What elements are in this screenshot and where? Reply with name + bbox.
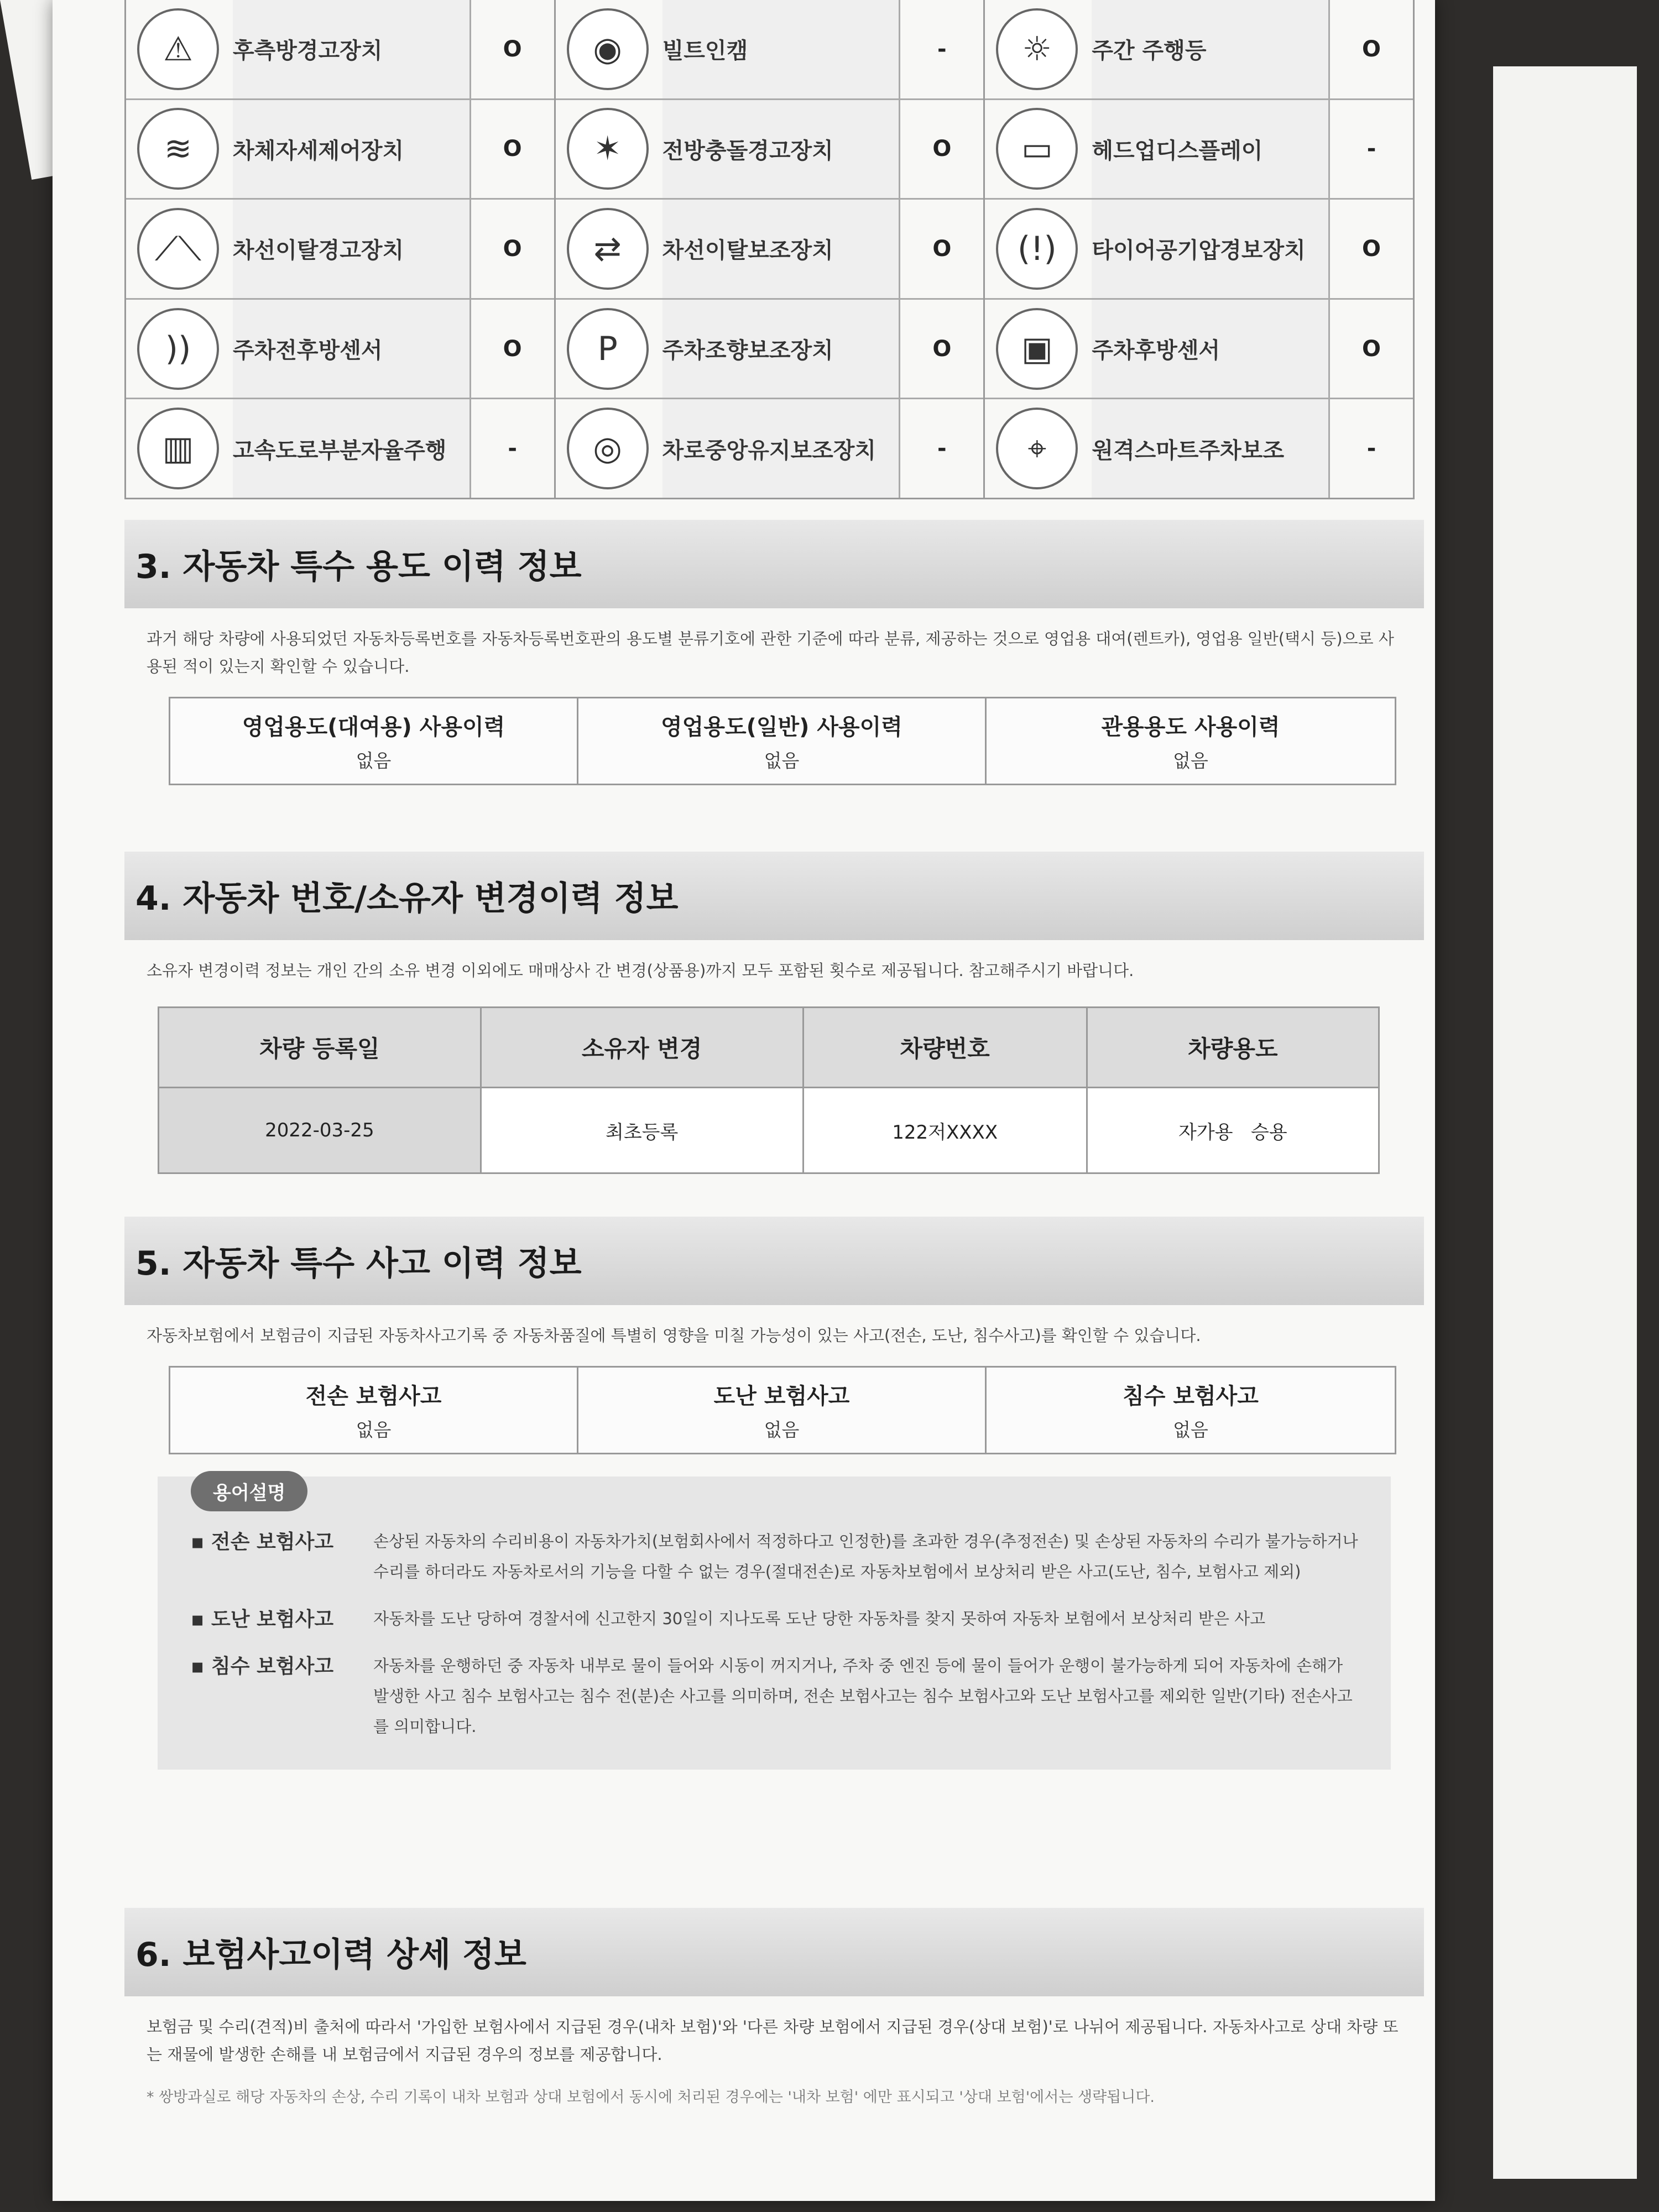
option-row xyxy=(985,398,1413,498)
glossary-definition: 손상된 자동차의 수리비용이 자동차가치(보험회사에서 적정하다고 인정한)를 초과한 경우(추정전손) 및 손상된 자동차의 수리가 불가능하거나 수리를 하더라도 자동차로서의 기능을 다할 수 없는 경우(절대전손)로 자동차보험에서 보상처리 받은 사고(도난, 침수, 보험사고 제외) xyxy=(373,1532,1358,1581)
section-title: 6. 보험사고이력 상세 정보 xyxy=(124,1908,1424,1996)
section-insurance-detail xyxy=(124,1908,1424,2106)
daytime-running-light-icon: ☼ xyxy=(996,8,1078,90)
section-special-use xyxy=(124,520,1424,785)
section-owner-history xyxy=(124,852,1424,1174)
dashcam-icon: ◉ xyxy=(567,8,649,90)
cell-title: 영업용도(일반) 사용이력 xyxy=(661,714,902,740)
option-value: O xyxy=(469,100,554,199)
option-row xyxy=(985,98,1413,199)
option-value: - xyxy=(469,399,554,498)
option-row xyxy=(985,0,1413,98)
section-title: 4. 자동차 번호/소유자 변경이력 정보 xyxy=(124,852,1424,940)
option-value: - xyxy=(1328,100,1413,199)
cell-value: 없음 xyxy=(356,1419,392,1441)
section-title: 5. 자동차 특수 사고 이력 정보 xyxy=(124,1217,1424,1305)
forward-collision-icon: ✶ xyxy=(567,108,649,190)
cell-title: 관용용도 사용이력 xyxy=(1101,714,1280,740)
glossary-item xyxy=(191,1651,1363,1742)
section-description: 과거 해당 차량에 사용되었던 자동차등록번호를 자동차등록번호판의 용도별 분류기호에 관한 기준에 따라 분류, 제공하는 것으로 영업용 대여(렌트카), 영업용 일반(택시 등)으로 사용된 적이 있는지 확인할 수 있습니다. xyxy=(147,629,1394,676)
highway-autonomous-icon: ▥ xyxy=(137,408,219,489)
cell-value: 없음 xyxy=(356,750,392,771)
table-row xyxy=(159,1088,1379,1173)
cell-value: 없음 xyxy=(764,1419,800,1441)
option-row xyxy=(556,198,984,298)
option-name: 주차후방센서 xyxy=(1092,300,1328,398)
cell-title: 영업용도(대여용) 사용이력 xyxy=(242,714,505,740)
section-special-accident xyxy=(124,1217,1424,1770)
plate-number-cell: 122저XXXX xyxy=(803,1088,1087,1173)
cell-title: 침수 보험사고 xyxy=(1123,1384,1259,1409)
special-use-cell xyxy=(170,698,578,784)
background-paper-stack xyxy=(1493,66,1637,2179)
parking-steering-assist-icon: P xyxy=(567,308,649,390)
option-value: O xyxy=(1328,0,1413,98)
option-row xyxy=(556,398,984,498)
option-value: O xyxy=(899,200,983,298)
option-row xyxy=(126,198,554,298)
owner-history-table xyxy=(158,1006,1380,1174)
special-use-cell xyxy=(987,698,1395,784)
special-accident-table xyxy=(169,1366,1396,1454)
option-row xyxy=(556,298,984,398)
lane-centering-icon: ◎ xyxy=(567,408,649,489)
option-name: 원격스마트주차보조 xyxy=(1092,399,1328,498)
head-up-display-icon: ▭ xyxy=(996,108,1078,190)
report-page xyxy=(53,0,1435,2201)
option-value: O xyxy=(1328,300,1413,398)
option-name: 후측방경고장치 xyxy=(233,0,469,98)
section-description: 자동차보험에서 보험금이 지급된 자동차사고기록 중 자동차품질에 특별히 영향을 미칠 가능성이 있는 사고(전손, 도난, 침수사고)를 확인할 수 있습니다. xyxy=(147,1326,1201,1345)
parking-sensor-front-rear-icon: )) xyxy=(137,308,219,390)
options-column xyxy=(985,0,1415,498)
options-column xyxy=(556,0,985,498)
section-description: 보험금 및 수리(견적)비 출처에 따라서 '가입한 보험사에서 지급된 경우(내차 보험)'와 '다른 차량 보험에서 지급된 경우(상대 보험)'로 나뉘어 제공됩니다. 자동차사고로 상대 차량 또는 재물에 발생한 손해를 내 보험금에서 지급된 경우의 정보를 제공합니다. xyxy=(147,2017,1399,2064)
section-description: 소유자 변경이력 정보는 개인 간의 소유 변경 이외에도 매매상사 간 변경(상품용)까지 모두 포함된 횟수로 제공됩니다. 참고해주시기 바랍니다. xyxy=(147,961,1134,980)
option-name: 차선이탈보조장치 xyxy=(662,200,899,298)
option-value: O xyxy=(899,300,983,398)
option-name: 주간 주행등 xyxy=(1092,0,1328,98)
special-use-cell xyxy=(578,698,987,784)
option-value: O xyxy=(899,100,983,199)
lane-departure-warning-icon: ⟋⟍ xyxy=(137,208,219,290)
registration-date-cell: 2022-03-25 xyxy=(159,1088,481,1173)
option-name: 헤드업디스플레이 xyxy=(1092,100,1328,199)
options-grid xyxy=(124,0,1415,499)
option-row xyxy=(126,398,554,498)
option-value: - xyxy=(899,399,983,498)
remote-smart-parking-icon: ⌖ xyxy=(996,408,1078,489)
cell-title: 도난 보험사고 xyxy=(713,1384,850,1409)
glossary-badge: 용어설명 xyxy=(191,1471,307,1511)
footnote: * 쌍방과실로 해당 자동차의 손상, 수리 기록이 내차 보험과 상대 보험에서 동시에 처리된 경우에는 '내차 보험' 에만 표시되고 '상대 보험'에서는 생략됩니다. xyxy=(147,2089,1155,2106)
option-value: O xyxy=(469,200,554,298)
glossary-definition: 자동차를 운행하던 중 자동차 내부로 물이 들어와 시동이 꺼지거나, 주차 중 엔진 등에 물이 들어가 운행이 불가능하게 되어 자동차에 손해가 발생한 사고 침수 보험사고는 침수 전(분)손 사고를 의미하며, 전손 보험사고는 침수 보험사고와 도난 보험사고를 제외한 일반(기타) 전손사고를 의미합니다. xyxy=(373,1656,1353,1736)
glossary-box xyxy=(158,1477,1391,1770)
option-name: 빌트인캠 xyxy=(662,0,899,98)
option-value: - xyxy=(1328,399,1413,498)
glossary-item xyxy=(191,1526,1363,1587)
option-row xyxy=(985,298,1413,398)
options-column xyxy=(126,0,556,498)
option-name: 주차전후방센서 xyxy=(233,300,469,398)
option-name: 고속도로부분자율주행 xyxy=(233,399,469,498)
rear-side-warning-icon: ⚠ xyxy=(137,8,219,90)
option-value: - xyxy=(899,0,983,98)
tire-pressure-icon: (!) xyxy=(996,208,1078,290)
option-row xyxy=(556,98,984,199)
stability-control-icon: ≋ xyxy=(137,108,219,190)
option-name: 차로중앙유지보조장치 xyxy=(662,399,899,498)
option-row xyxy=(556,0,984,98)
option-row xyxy=(985,198,1413,298)
glossary-definition: 자동차를 도난 당하여 경찰서에 신고한지 30일이 지나도록 도난 당한 자동차를 찾지 못하여 자동차 보험에서 보상처리 받은 사고 xyxy=(373,1609,1266,1628)
column-header: 차량 등록일 xyxy=(159,1008,481,1088)
accident-cell xyxy=(170,1368,578,1453)
option-name: 차선이탈경고장치 xyxy=(233,200,469,298)
option-row xyxy=(126,0,554,98)
table-header-row xyxy=(159,1008,1379,1088)
cell-title: 전손 보험사고 xyxy=(305,1384,442,1409)
option-name: 차체자세제어장치 xyxy=(233,100,469,199)
option-value: O xyxy=(469,0,554,98)
owner-change-cell: 최초등록 xyxy=(481,1088,803,1173)
lane-keep-assist-icon: ⇄ xyxy=(567,208,649,290)
option-row xyxy=(126,98,554,199)
option-row xyxy=(126,298,554,398)
option-name: 타이어공기압경보장치 xyxy=(1092,200,1328,298)
column-header: 차량번호 xyxy=(803,1008,1087,1088)
special-use-table xyxy=(169,697,1396,785)
option-value: O xyxy=(469,300,554,398)
cell-value: 없음 xyxy=(1173,750,1208,771)
cell-value: 없음 xyxy=(1173,1419,1208,1441)
accident-cell xyxy=(987,1368,1395,1453)
section-title: 3. 자동차 특수 용도 이력 정보 xyxy=(124,520,1424,608)
column-header: 소유자 변경 xyxy=(481,1008,803,1088)
glossary-term: ▪ 전손 보험사고 xyxy=(191,1531,334,1553)
cell-value: 없음 xyxy=(764,750,800,771)
option-name: 주차조향보조장치 xyxy=(662,300,899,398)
glossary-term: ▪ 침수 보험사고 xyxy=(191,1655,334,1678)
option-name: 전방충돌경고장치 xyxy=(662,100,899,199)
vehicle-use-cell: 자가용 승용 xyxy=(1087,1088,1379,1173)
accident-cell xyxy=(578,1368,987,1453)
glossary-term: ▪ 도난 보험사고 xyxy=(191,1608,334,1631)
glossary-item xyxy=(191,1604,1363,1634)
column-header: 차량용도 xyxy=(1087,1008,1379,1088)
option-value: O xyxy=(1328,200,1413,298)
rear-parking-sensor-icon: ▣ xyxy=(996,308,1078,390)
